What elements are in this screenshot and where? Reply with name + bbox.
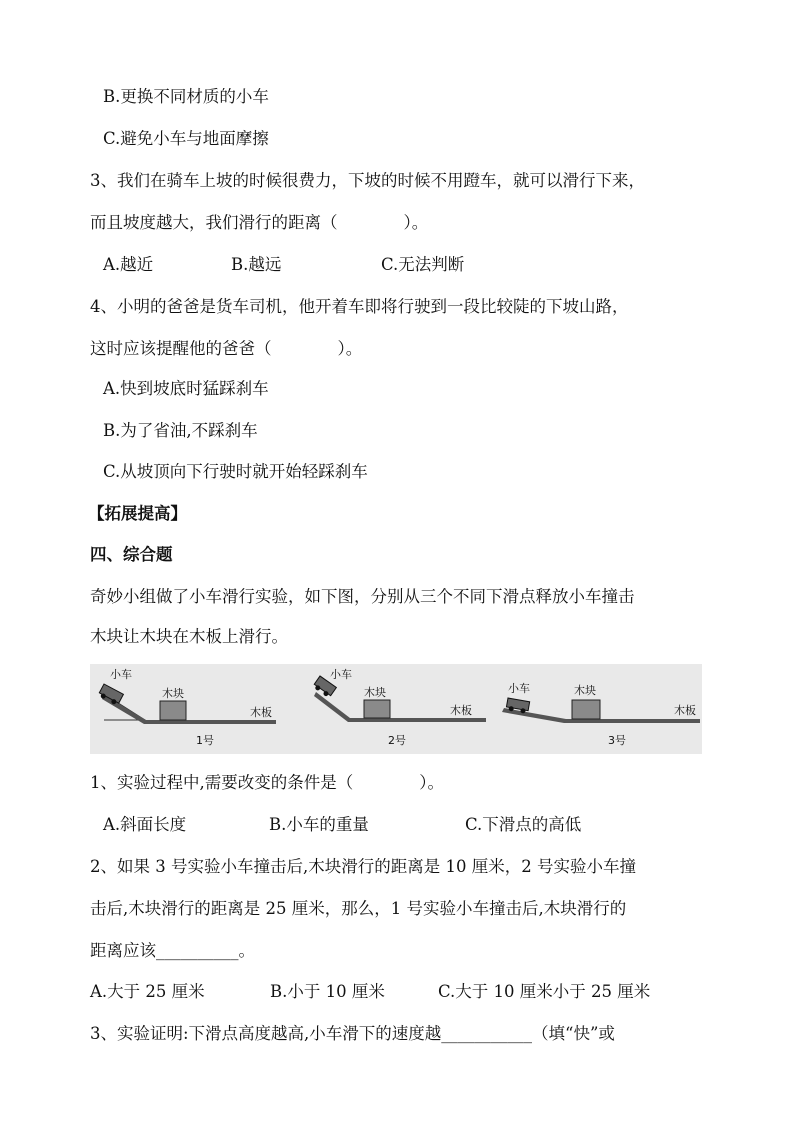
setup-2 <box>312 667 486 747</box>
block-label-1: 木块 <box>162 687 184 700</box>
experiment-diagram <box>90 664 702 754</box>
s1-option-b: B.小车的重量 <box>269 815 369 834</box>
board-label-3: 木板 <box>674 704 696 717</box>
block-2 <box>364 700 390 718</box>
q2-option-b: B.更换不同材质的小车 <box>103 87 269 106</box>
s1-options <box>103 814 581 836</box>
setup-3 <box>502 681 700 747</box>
section-4-heading: 四、综合题 <box>90 545 173 564</box>
s3-text-line1: 3、实验证明:下滑点高度越高,小车滑下的速度越___________（填“快”或 <box>90 1024 615 1043</box>
block-1 <box>160 701 186 720</box>
q3-text-line2: 而且坡度越大，我们滑行的距离（ ）。 <box>90 213 429 232</box>
block-label-2: 木块 <box>364 686 386 699</box>
s1-text: 1、实验过程中,需要改变的条件是（ ）。 <box>90 773 444 792</box>
q3-option-c: C.无法判断 <box>381 255 465 274</box>
q3-text-line1: 3、我们在骑车上坡的时候很费力，下坡的时候不用蹬车，就可以滑行下来， <box>90 171 645 190</box>
q3-options <box>103 254 464 276</box>
s2-option-a: A.大于 25 厘米 <box>90 982 205 1001</box>
intro-line1: 奇妙小组做了小车滑行实验，如下图，分别从三个不同下滑点释放小车撞击 <box>90 587 635 606</box>
setup-label-1: 1号 <box>196 734 214 747</box>
s2-text-line2: 击后,木块滑行的距离是 25 厘米，那么，1 号实验小车撞击后,木块滑行的 <box>90 899 627 918</box>
setup-1 <box>98 667 276 747</box>
q4-option-c: C.从坡顶向下行驶时就开始轻踩刹车 <box>103 462 368 481</box>
q3-option-a: A.越近 <box>103 255 154 274</box>
block-3 <box>572 700 600 719</box>
q3-option-b: B.越远 <box>231 255 282 274</box>
s2-option-b: B.小于 10 厘米 <box>270 982 385 1001</box>
section-extension-heading: 【拓展提高】 <box>88 504 187 523</box>
car-label-3: 小车 <box>508 682 530 695</box>
s1-option-c: C.下滑点的高低 <box>465 815 582 834</box>
car-label-2: 小车 <box>330 668 352 681</box>
s2-options <box>90 981 650 1003</box>
q4-option-a: A.快到坡底时猛踩刹车 <box>103 379 269 398</box>
setup-label-2: 2号 <box>388 734 406 747</box>
setup-label-3: 3号 <box>608 734 626 747</box>
car-label-1: 小车 <box>110 668 132 681</box>
s1-option-a: A.斜面长度 <box>103 815 187 834</box>
q2-option-c: C.避免小车与地面摩擦 <box>103 129 269 148</box>
s2-option-c: C.大于 10 厘米小于 25 厘米 <box>438 982 651 1001</box>
q4-text-line2: 这时应该提醒他的爸爸（ ）。 <box>90 339 363 358</box>
q4-option-b: B.为了省油,不踩刹车 <box>103 421 258 440</box>
board-label-1: 木板 <box>250 706 272 719</box>
board-label-2: 木板 <box>450 704 472 717</box>
intro-line2: 木块让木块在木板上滑行。 <box>90 627 288 646</box>
s2-text-line1: 2、如果 3 号实验小车撞击后,木块滑行的距离是 10 厘米，2 号实验小车撞 <box>90 857 636 876</box>
q4-text-line1: 4、小明的爸爸是货车司机，他开着车即将行驶到一段比较陡的下坡山路， <box>90 297 629 316</box>
experiment-figure <box>90 664 702 754</box>
s2-text-line3: 距离应该__________。 <box>90 941 255 960</box>
block-label-3: 木块 <box>574 684 596 697</box>
